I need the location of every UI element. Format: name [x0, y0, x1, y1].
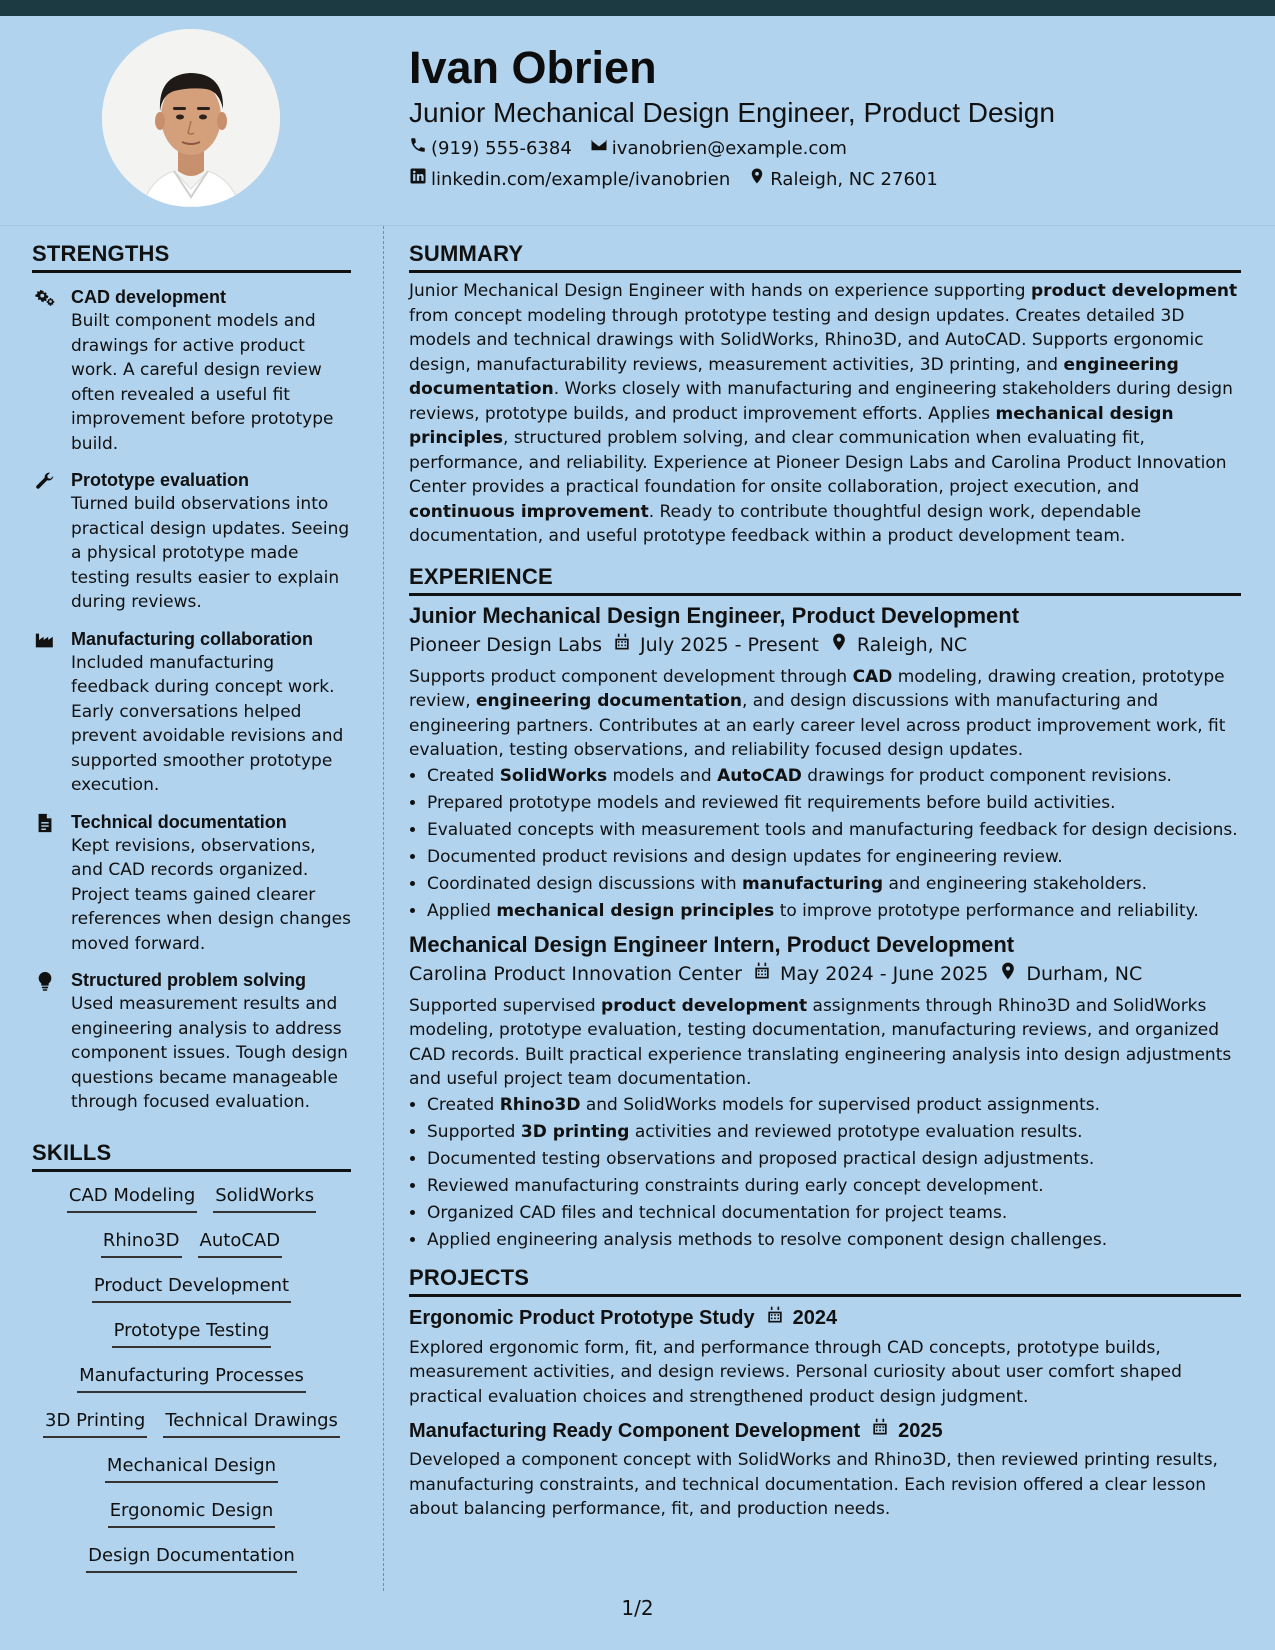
year-text: 2025 [898, 1419, 943, 1442]
contact-location [748, 167, 938, 192]
text-segment: and SolidWorks models for supervised product assignments. [580, 1094, 1101, 1115]
bold-keyword: product development [601, 995, 808, 1016]
calendar-icon [752, 961, 772, 988]
text-segment: . Ready to contribute thoughtful design work, dependable documentation, and useful prototype feedback within a product development team. [409, 501, 1142, 546]
header [409, 40, 1249, 192]
project-year [765, 1305, 838, 1332]
strength-description: Kept revisions, observations, and CAD records organized. Project teams gained clearer references when design changes moved forward. [71, 835, 351, 954]
job-bullets [409, 763, 1241, 925]
summary-heading: SUMMARY [409, 240, 1241, 273]
strength-description: Turned build observations into practical design updates. Seeing a physical prototype made testing results easier to explain during reviews. [71, 494, 350, 612]
header-divider [0, 225, 1275, 226]
text-segment: modeling, drawing creation, prototype review, [409, 666, 1225, 711]
bullet-item [427, 1173, 1241, 1200]
text-segment: models and [607, 765, 718, 786]
strengths-heading: STRENGTHS [32, 240, 351, 273]
text-segment: drawings for product component revisions. [801, 765, 1172, 786]
bullet-item [427, 871, 1241, 898]
candidate-title: Junior Mechanical Design Engineer, Product Design [409, 97, 1055, 128]
skill-row [32, 1454, 351, 1499]
text-segment: activities and reviewed prototype evaluation results. [629, 1121, 1083, 1142]
job-location [829, 632, 967, 659]
linkedin-link[interactable]: linkedin.com/example/ivanobrien [431, 168, 731, 190]
text-segment: Documented product revisions and design updates for engineering review. [427, 846, 1063, 867]
text-segment: . Works closely with manufacturing and engineering stakeholders during design reviews, prototype builds, and product improvement efforts. Applies [409, 379, 1233, 424]
skill-tag: Product Development [92, 1274, 291, 1303]
job-description [409, 665, 1241, 763]
linkedin-icon [409, 167, 427, 192]
bold-keyword: product development [1031, 281, 1238, 301]
text-segment: assignments through Rhino3D and SolidWorks modeling, prototype evaluation, testing documentation, manufacturing reviews, and organized CAD records. Built practical experience translating engineering analysis into design adjustments and useful project team documentation. [409, 995, 1232, 1089]
bold-keyword: engineering documentation [409, 354, 1179, 399]
bullet-item [427, 763, 1241, 790]
dates-text: May 2024 - June 2025 [779, 963, 989, 985]
skill-tag: CAD Modeling [67, 1184, 197, 1213]
bold-keyword: Rhino3D [499, 1094, 581, 1115]
bullet-item [427, 844, 1241, 871]
bold-keyword: manufacturing [742, 873, 884, 894]
bullet-item [427, 1227, 1241, 1254]
text-segment: from concept modeling through prototype testing and design updates. Creates detailed 3D models and technical drawings with SolidWorks, Rhino3D, and AutoCAD. Supports ergonomic design, manufacturability reviews, measurement activities, 3D printing, and [409, 305, 1204, 375]
strength-title: CAD development [71, 287, 227, 307]
job-dates [612, 632, 819, 659]
company-name: Carolina Product Innovation Center [409, 963, 742, 985]
skill-tag: SolidWorks [213, 1184, 316, 1213]
strengths-list [32, 285, 351, 1115]
strength-item [32, 285, 351, 456]
skill-tag: 3D Printing [43, 1409, 147, 1438]
text-segment: Coordinated design discussions with [427, 873, 743, 894]
skill-tag: Design Documentation [86, 1544, 297, 1573]
contact-phone [409, 136, 572, 161]
text-segment: Reviewed manufacturing constraints during early concept development. [427, 1175, 1044, 1196]
envelope-icon [590, 136, 608, 161]
text-segment: , and design discussions with manufacturing and engineering partners. Contributes at an early career level across product improvement work, fit evaluation, testing observations, and reliability focused design updates. [409, 691, 1226, 760]
bullet-item [427, 790, 1241, 817]
location-text: Raleigh, NC [856, 634, 968, 656]
bold-keyword: 3D printing [520, 1121, 630, 1142]
bold-keyword: mechanical design principles [409, 403, 1174, 448]
map-pin-icon [998, 961, 1018, 988]
contact-linkedin [409, 167, 730, 192]
contact-email [590, 136, 847, 161]
contact-row-1 [409, 136, 1249, 161]
strength-description: Used measurement results and engineering analysis to address component issues. Tough design questions became manageable through focused evaluation. [71, 994, 348, 1112]
bold-keyword: AutoCAD [717, 765, 802, 786]
skill-tag: Manufacturing Processes [77, 1364, 306, 1393]
job-title: Junior Mechanical Design Engineer, Product Development [409, 602, 1020, 628]
company-name: Pioneer Design Labs [409, 634, 603, 656]
projects-heading: PROJECTS [409, 1264, 1241, 1297]
strength-item [32, 627, 351, 798]
location-text: Raleigh, NC 27601 [770, 168, 938, 190]
strength-item [32, 968, 351, 1115]
right-column [409, 240, 1241, 1522]
skills-list [32, 1184, 351, 1589]
project-title [409, 1417, 1241, 1444]
candidate-name: Ivan Obrien [409, 42, 657, 93]
projects-list [409, 1305, 1241, 1522]
column-divider [383, 226, 384, 1591]
text-segment: , structured problem solving, and clear communication when evaluating fit, performance, and reliability. Experience at Pioneer Design Labs and Carolina Product Innovation Center provides a practical foundation for onsite collaboration, project execution, and [409, 428, 1227, 497]
bullet-item [427, 817, 1241, 844]
page-number: 1/2 [621, 1596, 654, 1620]
skill-row [32, 1274, 351, 1319]
bold-keyword: engineering documentation [476, 691, 742, 711]
skill-tag: Ergonomic Design [108, 1499, 276, 1528]
strength-title: Structured problem solving [71, 970, 307, 990]
strength-description: Included manufacturing feedback during concept work. Early conversations helped prevent avoidable revisions and supported smoother prototype execution. [71, 652, 344, 795]
text-segment: Supported supervised [409, 995, 602, 1016]
strength-item [32, 468, 351, 615]
project-year [870, 1417, 943, 1444]
bold-keyword: SolidWorks [499, 765, 608, 786]
strength-title: Manufacturing collaboration [71, 628, 314, 649]
calendar-icon [870, 1417, 890, 1444]
skill-tag: Mechanical Design [105, 1454, 278, 1483]
wrench-icon [34, 470, 56, 492]
calendar-icon [765, 1305, 785, 1332]
skill-tag: Prototype Testing [112, 1319, 272, 1348]
job-location [998, 961, 1142, 988]
text-segment: Created [427, 1094, 500, 1115]
contact-row-2 [409, 167, 1249, 192]
project-name: Manufacturing Ready Component Development [409, 1419, 861, 1442]
experience-heading: EXPERIENCE [409, 563, 1241, 596]
bullet-item [427, 1200, 1241, 1227]
text-segment: to improve prototype performance and reliability. [774, 900, 1199, 921]
experience-list [409, 602, 1241, 1254]
bold-keyword: mechanical design principles [496, 900, 775, 921]
bullet-item [427, 1119, 1241, 1146]
skill-row [32, 1319, 351, 1364]
text-segment: Prepared prototype models and reviewed fit requirements before build activities. [427, 792, 1116, 813]
strength-item [32, 810, 351, 957]
job-meta [409, 961, 1241, 988]
project-description: Developed a component concept with SolidWorks and Rhino3D, then reviewed printing results, manufacturing constraints, and technical documentation. Each revision offered a clear lesson about balancing performance, fit, and production needs. [409, 1450, 1218, 1519]
skill-row [32, 1229, 351, 1274]
strength-title: Technical documentation [71, 811, 287, 832]
phone-icon [409, 136, 427, 161]
lightbulb-icon [34, 970, 56, 992]
skill-row [32, 1544, 351, 1589]
email-link[interactable]: ivanobrien@example.com [611, 137, 847, 159]
job-dates [752, 961, 988, 988]
map-pin-icon [829, 632, 849, 659]
skill-tag: Rhino3D [101, 1229, 182, 1258]
project-name: Ergonomic Product Prototype Study [409, 1307, 755, 1329]
text-segment: Supported [427, 1121, 521, 1142]
text-segment: Documented testing observations and proposed practical design adjustments. [427, 1148, 1095, 1169]
bullet-item [427, 1092, 1241, 1119]
skill-tag: AutoCAD [198, 1229, 283, 1258]
project-description: Explored ergonomic form, fit, and performance through CAD concepts, prototype builds, measurement activities, and design reviews. Personal curiosity about user comfort shaped practical evaluation choices and strengthened product design judgment. [409, 1337, 1182, 1407]
bold-keyword: continuous improvement [409, 501, 649, 522]
phone-text[interactable]: (919) 555-6384 [431, 137, 572, 159]
year-text: 2024 [792, 1307, 838, 1329]
skill-tag: Technical Drawings [163, 1409, 340, 1438]
skill-row [32, 1409, 351, 1454]
document-icon [34, 812, 56, 834]
bullet-item [427, 898, 1241, 925]
industry-icon [34, 629, 56, 651]
job-description [409, 994, 1241, 1092]
text-segment: Created [427, 765, 500, 786]
text-segment: Applied engineering analysis methods to resolve component design challenges. [427, 1229, 1108, 1250]
dates-text: July 2025 - Present [640, 634, 819, 656]
text-segment: Applied [427, 900, 497, 921]
bullet-item [427, 1146, 1241, 1173]
text-segment: Junior Mechanical Design Engineer with hands on experience supporting [409, 281, 1032, 301]
calendar-icon [612, 632, 632, 659]
location-text: Durham, NC [1026, 963, 1143, 985]
job-title: Mechanical Design Engineer Intern, Product Development [409, 931, 1015, 957]
text-segment: Evaluated concepts with measurement tools and manufacturing feedback for design decisions. [427, 819, 1238, 840]
strength-title: Prototype evaluation [71, 470, 250, 490]
skill-row [32, 1364, 351, 1409]
text-segment: Supports product component development through [409, 666, 853, 687]
skills-heading: SKILLS [32, 1139, 351, 1172]
summary-text [409, 279, 1241, 549]
job-bullets [409, 1092, 1241, 1254]
text-segment: Organized CAD files and technical documentation for project teams. [427, 1202, 1008, 1223]
job-meta [409, 632, 1241, 659]
bold-keyword: CAD [852, 666, 893, 687]
top-bar [0, 0, 1275, 16]
left-column [32, 240, 351, 1589]
gears-icon [34, 287, 56, 309]
skill-row [32, 1184, 351, 1229]
skill-row [32, 1499, 351, 1544]
profile-photo [102, 29, 280, 207]
text-segment: and engineering stakeholders. [883, 873, 1148, 894]
project-title [409, 1305, 1241, 1332]
map-pin-icon [748, 167, 766, 192]
strength-description: Built component models and drawings for active product work. A careful design review often revealed a useful fit improvement before prototype build. [71, 311, 334, 454]
